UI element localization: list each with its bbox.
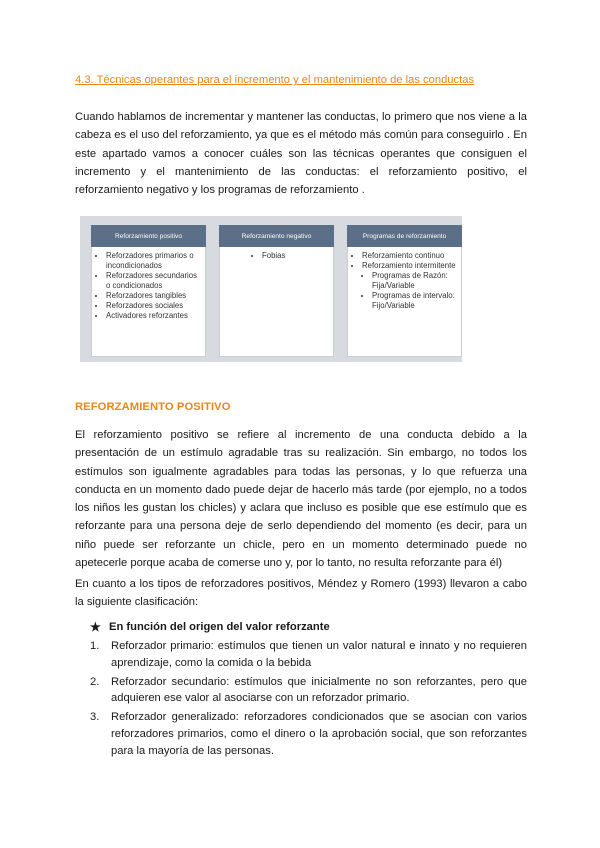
- star-list-item: [90, 620, 330, 634]
- diagram-item: • Reforzamiento continuo: [362, 251, 457, 261]
- list-number: 3.: [90, 711, 100, 724]
- list-text: Reforzador generalizado: reforzadores condicionados que se asocian con varios reforzadores primarios, como el dinero o la aprobación social, que son reforzantes para la mayoría de las personas.: [111, 711, 527, 757]
- diagram-item: • Fobias: [262, 251, 329, 261]
- list-item: [90, 638, 527, 672]
- star-bullet-icon: ★: [90, 620, 101, 634]
- list-item: [90, 674, 527, 708]
- diagram-col-negative: [219, 225, 334, 357]
- positive-reinforcement-title: REFORZAMIENTO POSITIVO: [75, 401, 231, 413]
- diagram-col-programs: [347, 225, 462, 357]
- intro-paragraph: Cuando hablamos de incrementar y mantener las conductas, lo primero que nos viene a la cabeza es el uso del reforzamiento, ya que es el método más común para conseguirlo . En este apartado vamos a conocer cuáles son las técnicas operantes que consiguen el incremento y el mantenimiento de las conductas: el reforzamiento positivo, el reforzamiento negativo y los programas de reforzamiento .: [75, 111, 527, 197]
- diagram-item: • Reforzadores secundarios o condicionados: [106, 271, 201, 291]
- reinforcer-list: [90, 638, 527, 760]
- diagram-col-header: Reforzamiento negativo: [219, 225, 334, 247]
- positive-paragraph: El reforzamiento positivo se refiere al incremento de una conducta debido a la presentación de un estímulo agradable tras su realización. Sin embargo, no todos los estímulos son igualmente agradables para todas las personas, y lo que refuerza una conducta en un momento dado puede dejar de hacerlo más tarde (por ejemplo, no a todos los niños les gustan los chicles) y aclara que incluso es posible que ese estímulo que es reforzante para una persona deje de serlo dependiendo del momento (es decir, para un niño puede ser reforzante un chicle, pero en un momento determinado puede no apetecerle porque acaba de comerse uno y, por lo tanto, no resulta reforzante para él): [75, 429, 527, 570]
- diagram-subitem: • Programas de Razón: Fija/Variable: [372, 271, 457, 291]
- diagram-item: • Reforzadores tangibles: [106, 291, 201, 301]
- diagram-col-body: [219, 247, 334, 357]
- reinforcement-diagram: [80, 216, 462, 362]
- diagram-item: [362, 261, 457, 311]
- diagram-col-header: Programas de reforzamiento: [347, 225, 462, 247]
- diagram-col-header: Reforzamiento positivo: [91, 225, 206, 247]
- list-number: 2.: [90, 675, 100, 688]
- diagram-col-positive: [91, 225, 206, 357]
- list-text: Reforzador primario: estímulos que tienen un valor natural e innato y no requieren aprendizaje, como la comida o la bebida: [111, 640, 527, 669]
- star-item-text: En función del origen del valor reforzante: [109, 621, 330, 633]
- diagram-subitem: • Programas de intervalo: Fijo/Variable: [372, 291, 457, 311]
- diagram-item-text: Reforzamiento intermitente: [362, 261, 456, 270]
- list-number: 1.: [90, 640, 100, 652]
- list-item: [90, 709, 527, 759]
- classification-paragraph: En cuanto a los tipos de reforzadores positivos, Méndez y Romero (1993) llevaron a cabo la siguiente clasificación:: [75, 578, 527, 609]
- diagram-item: • Reforzadores sociales: [106, 301, 201, 311]
- diagram-item: • Activadores reforzantes: [106, 311, 201, 321]
- section-heading-link[interactable]: 4.3. Técnicas operantes para el incremento y el mantenimiento de las conductas: [75, 74, 475, 86]
- diagram-col-body: [347, 247, 462, 357]
- list-text: Reforzador secundario: estímulos que inicialmente no son reforzantes, pero que adquieren ese valor al asociarse con un reforzador primario.: [111, 675, 527, 705]
- diagram-item: • Reforzadores primarios o incondicionados: [106, 251, 201, 271]
- diagram-col-body: [91, 247, 206, 357]
